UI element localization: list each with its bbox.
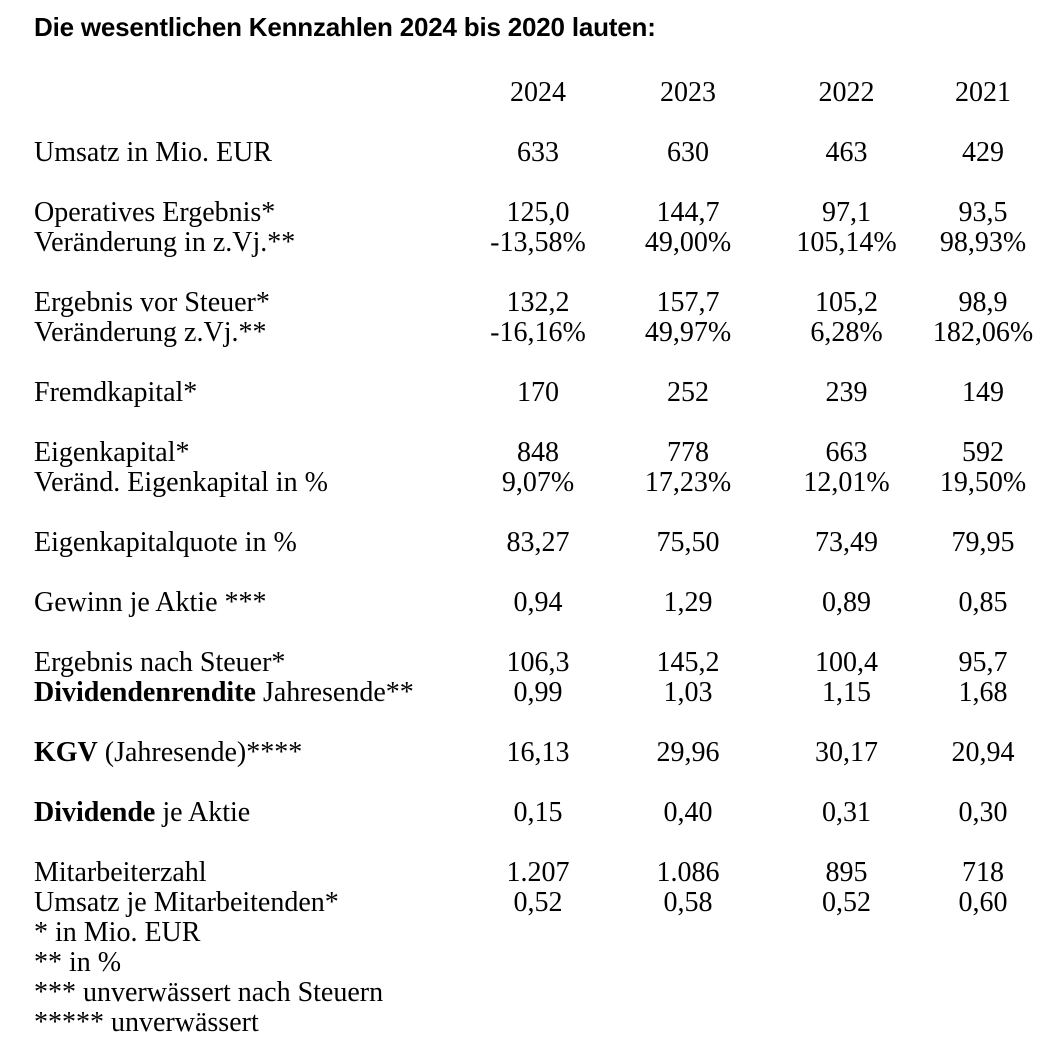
- row-label: [0, 798, 463, 828]
- cell-value: 106,3: [506, 647, 570, 678]
- row-spacer: [0, 498, 1036, 528]
- row-label: Eigenkapital*: [34, 437, 190, 468]
- row-label: Ergebnis vor Steuer*: [34, 287, 270, 318]
- cell-value: 98,93%: [939, 227, 1027, 258]
- cell-value: 73,49: [815, 527, 878, 558]
- cell-value: 100,4: [815, 647, 878, 678]
- cell-value: 0,94: [513, 587, 563, 618]
- cell-value: 17,23%: [644, 467, 732, 498]
- row-spacer: [0, 258, 1036, 288]
- cell-value: 463: [825, 137, 868, 168]
- cell-value: 79,95: [951, 527, 1015, 558]
- row-label: Operatives Ergebnis*: [34, 197, 276, 228]
- row-label: Fremdkapital*: [34, 377, 198, 408]
- cell-value: 125,0: [506, 197, 570, 228]
- cell-value: 633: [517, 137, 559, 168]
- cell-value: 0,31: [822, 797, 871, 828]
- row-label: Veränderung z.Vj.**: [34, 317, 267, 348]
- cell-value: 20,94: [951, 737, 1015, 768]
- cell-value: 718: [962, 857, 1004, 888]
- cell-value: 0,52: [513, 887, 563, 918]
- cell-value: 157,7: [656, 287, 720, 318]
- kennzahlen-table: [0, 78, 1036, 1038]
- cell-value: 97,1: [822, 197, 871, 228]
- row-label: Mitarbeiterzahl: [34, 857, 207, 888]
- cell-value: 149: [962, 377, 1004, 408]
- cell-value: 144,7: [656, 197, 720, 228]
- page-title: Die wesentlichen Kennzahlen 2024 bis 2020 lauten:: [34, 12, 656, 42]
- footnote: ** in %: [34, 947, 122, 978]
- header-empty-cell: [0, 78, 463, 108]
- row-spacer: [0, 768, 1036, 798]
- cell-value: 170: [517, 377, 559, 408]
- row-spacer: [0, 558, 1036, 588]
- cell-value: 429: [962, 137, 1004, 168]
- row-label-bold: KGV: [34, 737, 98, 768]
- row-label-bold: Dividende: [34, 797, 156, 828]
- year-header: 2022: [818, 77, 875, 108]
- cell-value: 1,03: [663, 677, 713, 708]
- cell-value: 83,27: [506, 527, 570, 558]
- cell-value: 12,01%: [803, 467, 890, 498]
- cell-value: 1,29: [663, 587, 713, 618]
- cell-value: 0,58: [663, 887, 713, 918]
- cell-value: -16,16%: [490, 317, 586, 348]
- cell-value: 29,96: [656, 737, 720, 768]
- row-label: Veränd. Eigenkapital in %: [34, 467, 328, 498]
- row-label: Eigenkapitalquote in %: [34, 527, 297, 558]
- cell-value: 0,99: [513, 677, 563, 708]
- footnote: ***** unverwässert: [34, 1007, 259, 1038]
- row-label-rest: je Aktie: [155, 797, 251, 828]
- row-label: [0, 678, 463, 708]
- year-header: 2021: [955, 77, 1011, 108]
- cell-value: 132,2: [506, 287, 570, 318]
- row-label: Umsatz in Mio. EUR: [34, 137, 272, 168]
- cell-value: 252: [667, 377, 709, 408]
- footnote: *** unverwässert nach Steuern: [34, 977, 384, 1008]
- cell-value: 592: [962, 437, 1004, 468]
- row-spacer: [0, 618, 1036, 648]
- row-label: Umsatz je Mitarbeitenden*: [34, 887, 339, 918]
- cell-value: 75,50: [656, 527, 720, 558]
- cell-value: 182,06%: [932, 317, 1034, 348]
- cell-value: 0,30: [958, 797, 1008, 828]
- year-header: 2024: [510, 77, 566, 108]
- cell-value: 105,14%: [796, 227, 897, 258]
- footnote: * in Mio. EUR: [34, 917, 201, 948]
- cell-value: 0,85: [958, 587, 1008, 618]
- cell-value: 49,97%: [644, 317, 732, 348]
- cell-value: 1,15: [822, 677, 871, 708]
- row-label: Gewinn je Aktie ***: [34, 587, 267, 618]
- row-label: Ergebnis nach Steuer*: [34, 647, 286, 678]
- row-spacer: [0, 708, 1036, 738]
- row-spacer: [0, 828, 1036, 858]
- cell-value: 9,07%: [501, 467, 575, 498]
- row-spacer: [0, 348, 1036, 378]
- cell-value: 0,15: [513, 797, 563, 828]
- row-label-rest: (Jahresende)****: [97, 737, 303, 768]
- cell-value: 95,7: [958, 647, 1008, 678]
- row-spacer: [0, 108, 1036, 138]
- cell-value: -13,58%: [490, 227, 586, 258]
- cell-value: 239: [825, 377, 868, 408]
- cell-value: 778: [667, 437, 709, 468]
- cell-value: 30,17: [815, 737, 878, 768]
- cell-value: 848: [517, 437, 559, 468]
- cell-value: 6,28%: [810, 317, 883, 348]
- cell-value: 98,9: [958, 287, 1008, 318]
- cell-value: 0,40: [663, 797, 713, 828]
- row-label-rest: Jahresende**: [255, 677, 414, 708]
- cell-value: 895: [825, 857, 868, 888]
- row-spacer: [0, 408, 1036, 438]
- year-header: 2023: [660, 77, 716, 108]
- cell-value: 1.086: [656, 857, 720, 888]
- row-spacer: [0, 168, 1036, 198]
- cell-value: 19,50%: [939, 467, 1027, 498]
- cell-value: 1,68: [958, 677, 1008, 708]
- cell-value: 0,52: [822, 887, 871, 918]
- cell-value: 663: [825, 437, 868, 468]
- row-label: Veränderung in z.Vj.**: [34, 227, 296, 258]
- cell-value: 93,5: [958, 197, 1008, 228]
- cell-value: 49,00%: [644, 227, 732, 258]
- cell-value: 1.207: [506, 857, 570, 888]
- cell-value: 0,89: [822, 587, 871, 618]
- cell-value: 16,13: [506, 737, 570, 768]
- row-label: [0, 738, 463, 768]
- row-label-bold: Dividendenrendite: [34, 677, 256, 708]
- cell-value: 145,2: [656, 647, 720, 678]
- cell-value: 630: [667, 137, 709, 168]
- cell-value: 105,2: [815, 287, 878, 318]
- cell-value: 0,60: [958, 887, 1008, 918]
